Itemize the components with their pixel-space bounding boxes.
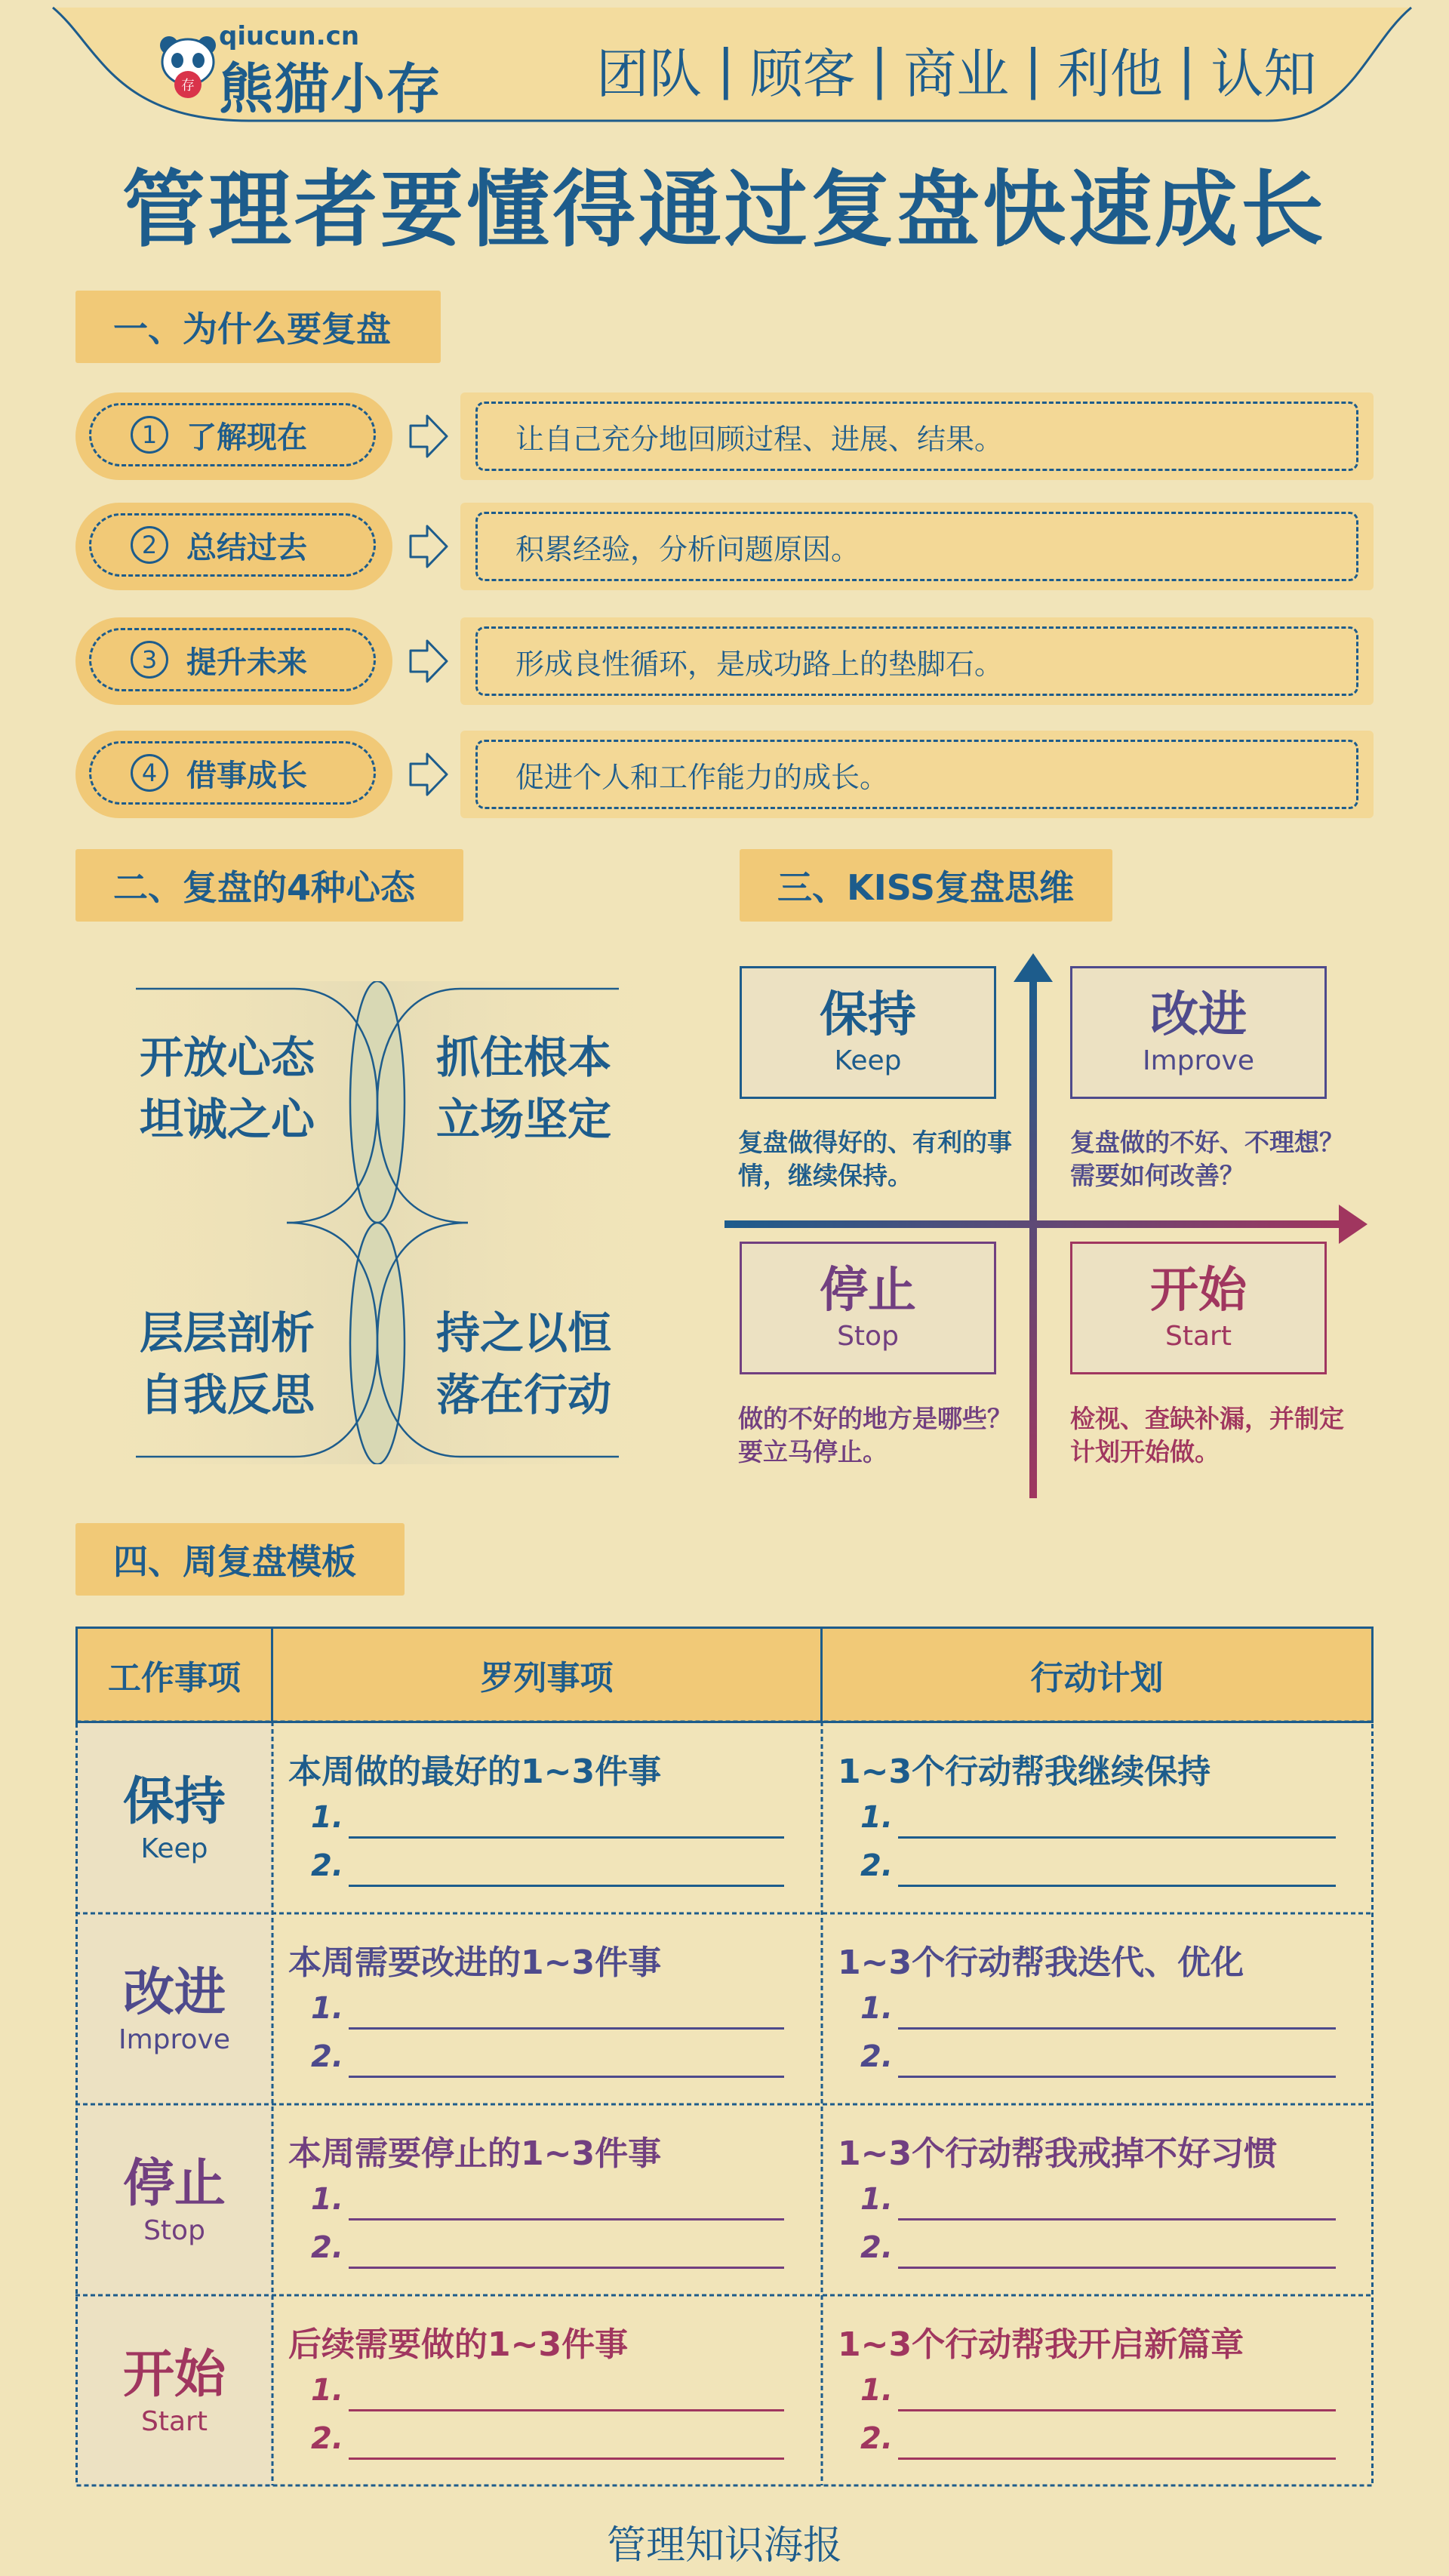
nav-separator: |	[1024, 38, 1042, 100]
mindset-open: 开放心态 坦诚之心	[140, 1032, 315, 1145]
section-mindset-title: 二、复盘的4种心态	[75, 849, 463, 922]
nav-item-team[interactable]: 团队	[596, 42, 702, 105]
why-pill-label	[89, 628, 376, 691]
why-item	[75, 617, 1374, 705]
cell-title: 1~3个行动帮我戒掉不好习惯	[838, 2134, 1278, 2173]
kiss-start-box: 开始 Start	[1070, 1242, 1327, 1374]
nav-item-altruism[interactable]: 利他	[1057, 42, 1163, 105]
why-label: 借事成长	[186, 758, 307, 793]
why-pill-label	[89, 741, 376, 805]
why-item	[75, 392, 1374, 480]
nav-item-customer[interactable]: 顾客	[749, 42, 856, 105]
row-label-en: Keep	[140, 1833, 208, 1864]
table-header-item: 工作事项	[75, 1627, 273, 1723]
weekly-review-table	[75, 1627, 1374, 2487]
arrow-right-icon	[408, 752, 450, 797]
line-number: 2.	[860, 1848, 894, 1883]
line-number: 2.	[860, 2039, 894, 2074]
why-item	[75, 731, 1374, 818]
section-why-title: 一、为什么要复盘	[75, 291, 441, 363]
row-label-en: Improve	[118, 2024, 231, 2055]
why-box	[460, 617, 1374, 705]
nav-separator: |	[870, 38, 889, 100]
why-pill	[75, 617, 392, 705]
arrow-right-icon	[408, 524, 450, 569]
cell-title: 1~3个行动帮我继续保持	[838, 1753, 1211, 1791]
line-number: 2.	[311, 2230, 344, 2265]
why-text: 形成良性循环，是成功路上的垫脚石。	[475, 626, 1358, 696]
kiss-start-desc: 检视、查缺补漏，并制定计划开始做。	[1070, 1404, 1344, 1467]
mindset-fundamental: 抓住根本 立场坚定	[436, 1032, 612, 1145]
table-header-plan: 行动计划	[820, 1627, 1374, 1723]
kiss-stop-box: 停止 Stop	[740, 1242, 996, 1374]
line-number: 2.	[311, 2039, 344, 2074]
number-badge: 3	[131, 641, 168, 679]
line-number: 2.	[311, 1848, 344, 1883]
line-number: 1.	[311, 1800, 344, 1835]
number-badge: 4	[131, 754, 168, 792]
row-label-en: Stop	[143, 2214, 205, 2246]
why-text: 促进个人和工作能力的成长。	[475, 740, 1358, 809]
arrow-right-icon	[408, 414, 450, 459]
why-label: 总结过去	[186, 530, 307, 565]
cell-title: 本周需要改进的1~3件事	[288, 1944, 662, 1982]
why-label: 提升未来	[186, 645, 307, 680]
kiss-stop-desc: 做的不好的地方是哪些？要立马停止。	[738, 1404, 1012, 1467]
why-label: 了解现在	[186, 420, 307, 455]
section-template-title: 四、周复盘模板	[75, 1523, 405, 1596]
top-nav	[596, 32, 1316, 107]
nav-item-cognition[interactable]: 认知	[1211, 42, 1317, 105]
number-badge: 2	[131, 526, 168, 564]
why-pill	[75, 392, 392, 480]
why-pill	[75, 503, 392, 590]
line-number: 1.	[311, 2182, 344, 2217]
line-number: 1.	[860, 1991, 894, 2026]
line-number: 2.	[311, 2421, 344, 2456]
row-label-cn: 改进	[122, 1962, 226, 2023]
row-label-cn: 保持	[122, 1771, 226, 1832]
svg-text:存: 存	[181, 78, 195, 94]
why-box	[460, 392, 1374, 480]
logo-name: 熊猫小存	[219, 57, 443, 121]
nav-item-business[interactable]: 商业	[903, 42, 1010, 105]
why-text: 让自己充分地回顾过程、进展、结果。	[475, 402, 1358, 471]
page-title: 管理者要懂得通过复盘快速成长	[122, 162, 1327, 258]
line-number: 1.	[860, 1800, 894, 1835]
row-label-cn: 开始	[122, 2344, 226, 2405]
kiss-improve-desc: 复盘做的不好、不理想？需要如何改善？	[1070, 1128, 1344, 1190]
nav-separator: |	[717, 38, 735, 100]
line-number: 1.	[860, 2182, 894, 2217]
table-grid	[75, 1627, 1374, 2487]
why-item	[75, 503, 1374, 590]
line-number: 1.	[311, 2373, 344, 2408]
kiss-keep-box: 保持 Keep	[740, 966, 996, 1099]
number-badge: 1	[131, 416, 168, 454]
line-number: 1.	[311, 1991, 344, 2026]
row-label-en: Start	[141, 2405, 208, 2437]
mindset-analysis: 层层剖析 自我反思	[140, 1307, 315, 1420]
cell-title: 本周需要停止的1~3件事	[288, 2134, 662, 2173]
nav-separator: |	[1177, 38, 1196, 100]
why-box	[460, 503, 1374, 590]
logo-url: qiucun.cn	[219, 21, 360, 51]
mindset-persistence: 持之以恒 落在行动	[436, 1307, 612, 1420]
cell-title: 1~3个行动帮我开启新篇章	[838, 2325, 1244, 2364]
kiss-keep-desc: 复盘做得好的、有利的事情，继续保持。	[738, 1128, 1012, 1190]
logo	[158, 21, 475, 121]
line-number: 1.	[860, 2373, 894, 2408]
arrow-right-icon	[408, 639, 450, 684]
section-kiss-title: 三、KISS复盘思维	[740, 849, 1112, 922]
why-text: 积累经验，分析问题原因。	[475, 512, 1358, 581]
why-box	[460, 731, 1374, 818]
table-header-list: 罗列事项	[271, 1627, 823, 1723]
line-number: 2.	[860, 2421, 894, 2456]
line-number: 2.	[860, 2230, 894, 2265]
why-pill-label	[89, 403, 376, 466]
cell-title: 1~3个行动帮我迭代、优化	[838, 1944, 1244, 1982]
why-pill-label	[89, 513, 376, 577]
panda-icon	[158, 35, 217, 100]
cell-title: 本周做的最好的1~3件事	[288, 1753, 662, 1791]
row-label-cn: 停止	[122, 2153, 226, 2214]
footer: 管理知识海报	[606, 2523, 842, 2568]
kiss-improve-box: 改进 Improve	[1070, 966, 1327, 1099]
cell-title: 后续需要做的1~3件事	[288, 2325, 629, 2364]
why-pill	[75, 731, 392, 818]
